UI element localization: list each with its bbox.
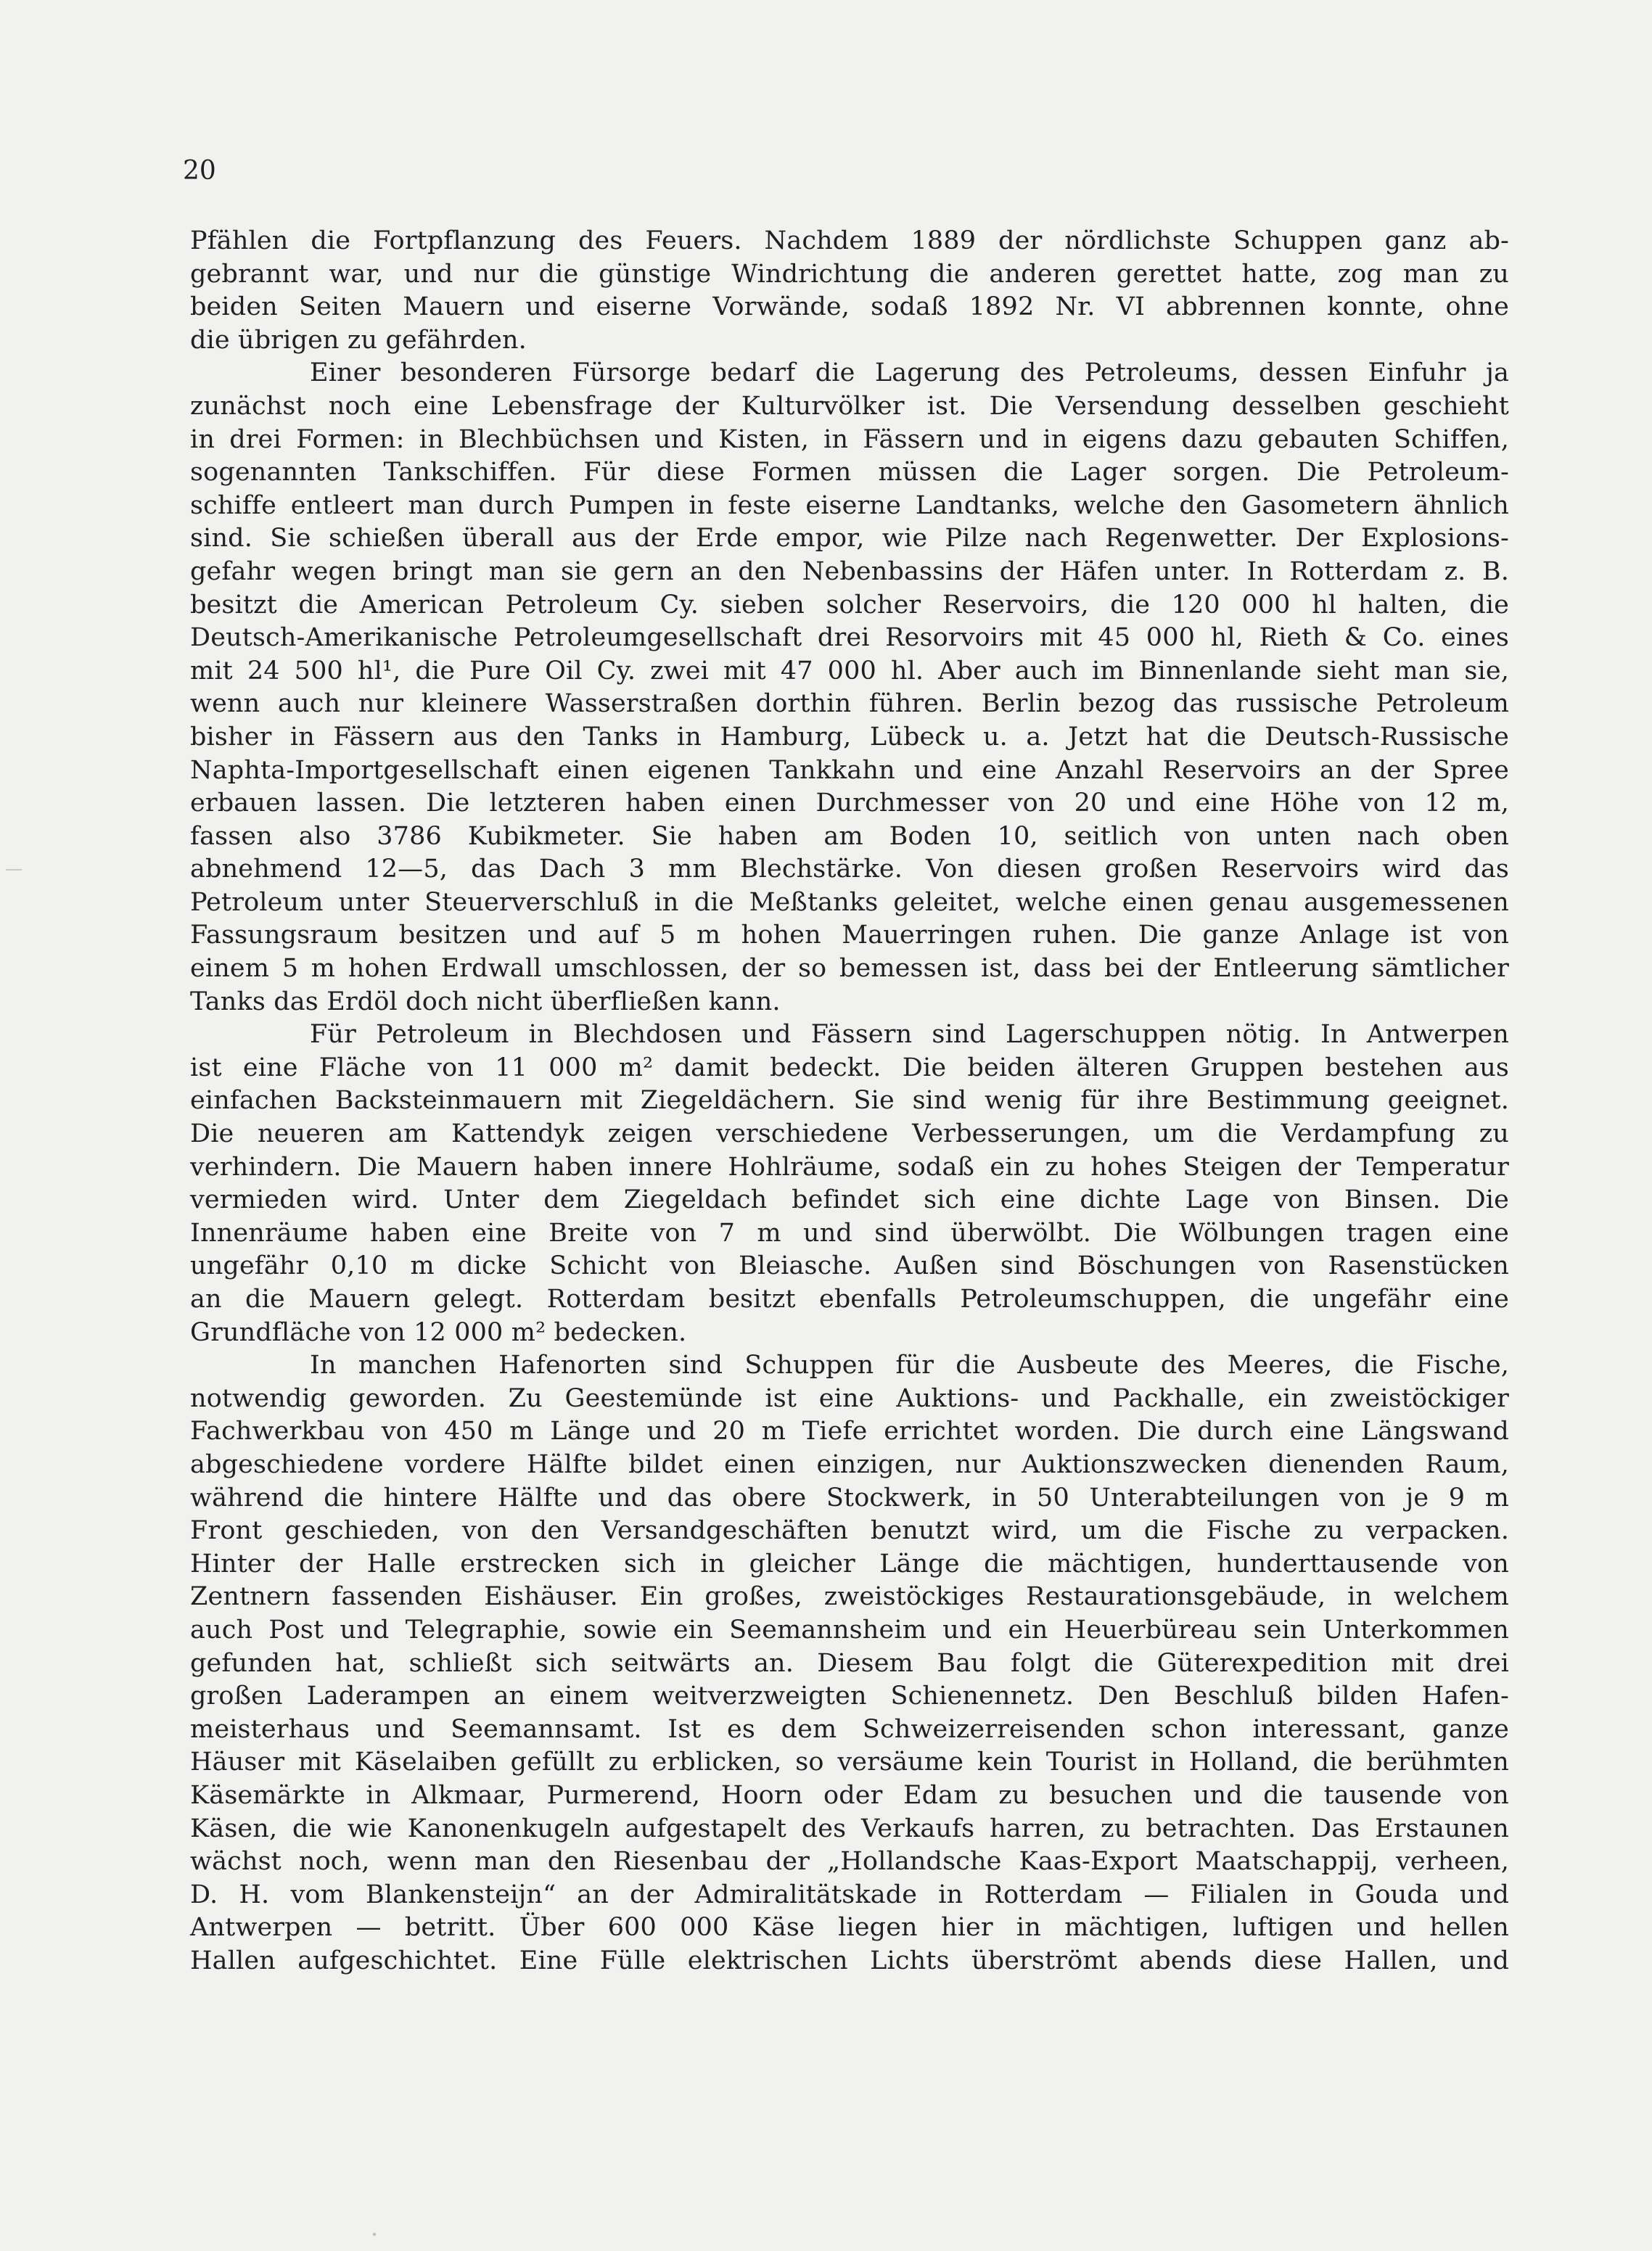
text-line: Naphta-Importgesellschaft einen eigenen Tankkahn und eine Anzahl Reservoirs an der Spree: [190, 755, 1509, 785]
text-line: einem 5 m hohen Erdwall umschlossen, der so bemessen ist, dass bei der Entleerung sämtlicher: [190, 954, 1509, 984]
text-line: beiden Seiten Mauern und eiserne Vorwände, sodaß 1892 Nr. VI abbrennen konnte, ohne: [190, 292, 1509, 322]
text-line: großen Laderampen an einem weitverzweigten Schienennetz. Den Beschluß bilden Hafen-: [190, 1682, 1509, 1711]
text-line: auch Post und Telegraphie, sowie ein Seemannsheim und ein Heuerbüreau sein Unterkommen: [190, 1615, 1509, 1645]
text-line: Fachwerkbau von 450 m Länge und 20 m Tiefe errichtet worden. Die durch eine Längswand: [190, 1417, 1509, 1447]
text-line: Front geschieden, von den Versandgeschäften benutzt wird, um die Fische zu verpacken.: [190, 1516, 1509, 1546]
text-line: notwendig geworden. Zu Geestemünde ist eine Auktions- und Packhalle, ein zweistöckiger: [190, 1383, 1509, 1413]
text-line: an die Mauern gelegt. Rotterdam besitzt ebenfalls Petroleumschuppen, die ungefähr eine: [190, 1285, 1509, 1314]
text-line: ungefähr 0,10 m dicke Schicht von Bleiasche. Außen sind Böschungen von Rasenstücken: [190, 1251, 1509, 1281]
paragraph-petroleum-storage: [190, 357, 1509, 1018]
text-line: ist eine Fläche von 11 000 m² damit bedeckt. Die beiden älteren Gruppen bestehen aus: [190, 1053, 1509, 1082]
body-text: [190, 225, 1509, 1978]
text-line: abgeschiedene vordere Hälfte bildet einen einzigen, nur Auktionszwecken dienenden Raum,: [190, 1449, 1509, 1479]
text-line: Grundfläche von 12 000 m² bedecken.: [190, 1317, 687, 1347]
text-line: Zentnern fassenden Eishäuser. Ein großes, zweistöckiges Restaurationsgebäude, in welchem: [190, 1582, 1509, 1612]
text-line: Hallen aufgeschichtet. Eine Fülle elektrischen Lichts überströmt abends diese Hallen, und: [190, 1946, 1509, 1975]
text-line: Käsemärkte in Alkmaar, Purmerend, Hoorn oder Edam zu besuchen und die tausende von: [190, 1780, 1509, 1810]
text-line: in drei Formen: in Blechbüchsen und Kisten, in Fässern und in eigens dazu gebauten Schiffen,: [190, 424, 1509, 454]
text-line: wenn auch nur kleinere Wasserstraßen dorthin führen. Berlin bezog das russische Petroleum: [190, 689, 1509, 719]
text-line: Antwerpen — betritt. Über 600 000 Käse liegen hier in mächtigen, luftigen und hellen: [190, 1913, 1509, 1943]
text-line: zunächst noch eine Lebensfrage der Kulturvölker ist. Die Versendung desselben geschieht: [190, 391, 1509, 421]
text-line: Innenräume haben eine Breite von 7 m und sind überwölbt. Die Wölbungen tragen eine: [190, 1218, 1509, 1248]
text-line: Fassungsraum besitzen und auf 5 m hohen Mauerringen ruhen. Die ganze Anlage ist von: [190, 921, 1509, 950]
text-line: gefunden hat, schließt sich seitwärts an. Diesem Bau folgt die Güterexpedition mit drei: [190, 1648, 1509, 1678]
text-line: In manchen Hafenorten sind Schuppen für die Ausbeute des Meeres, die Fische,: [310, 1351, 1509, 1380]
text-line: einfachen Backsteinmauern mit Ziegeldächern. Sie sind wenig für ihre Bestimmung geeignet.: [190, 1086, 1509, 1116]
text-line: sind. Sie schießen überall aus der Erde empor, wie Pilze nach Regenwetter. Der Explosions-: [190, 524, 1509, 554]
text-line: D. H. vom Blankensteijn“ an der Admiralitätskade in Rotterdam — Filialen in Gouda und: [190, 1880, 1509, 1909]
text-line: erbauen lassen. Die letzteren haben einen Durchmesser von 20 und eine Höhe von 12 m,: [190, 789, 1509, 818]
text-line: fassen also 3786 Kubikmeter. Sie haben am Boden 10, seitlich von unten nach oben: [190, 821, 1509, 851]
text-line: Pfählen die Fortpflanzung des Feuers. Nachdem 1889 der nördlichste Schuppen ganz ab-: [190, 226, 1509, 255]
text-line: Hinter der Halle erstrecken sich in gleicher Länge die mächtigen, hunderttausende von: [190, 1549, 1509, 1579]
text-line: sogenannten Tankschiffen. Für diese Formen müssen die Lager sorgen. Die Petroleum-: [190, 458, 1509, 487]
text-line: gebrannt war, und nur die günstige Windrichtung die anderen gerettet hatte, zog man zu: [190, 259, 1509, 289]
text-line: Häuser mit Käselaiben gefüllt zu erblicken, so versäume kein Tourist in Holland, die berühmten: [190, 1748, 1509, 1777]
text-line: mit 24 500 hl¹, die Pure Oil Cy. zwei mit 47 000 hl. Aber auch im Binnenlande sieht man sie,: [190, 656, 1509, 686]
text-line: Für Petroleum in Blechdosen und Fässern sind Lagerschuppen nötig. In Antwerpen: [310, 1020, 1509, 1050]
text-line: Tanks das Erdöl doch nicht überfließen kann.: [190, 987, 781, 1016]
text-line: schiffe entleert man durch Pumpen in feste eiserne Landtanks, welche den Gasometern ähnlich: [190, 490, 1509, 520]
text-line: bisher in Fässern aus den Tanks in Hamburg, Lübeck u. a. Jetzt hat die Deutsch-Russische: [190, 722, 1509, 752]
text-line: die übrigen zu gefährden.: [190, 325, 527, 355]
text-line: Deutsch-Amerikanische Petroleumgesellschaft drei Resorvoirs mit 45 000 hl, Rieth & Co. eines: [190, 623, 1509, 653]
text-line: wächst noch, wenn man den Riesenbau der „Hollandsche Kaas-Export Maatschappij, verheen,: [190, 1847, 1509, 1877]
text-line: während die hintere Hälfte und das obere Stockwerk, in 50 Unterabteilungen von je 9 m: [190, 1483, 1509, 1513]
page-number: 20: [183, 156, 216, 186]
paragraph-fish-and-cheese: [190, 1349, 1509, 1978]
text-line: Petroleum unter Steuerverschluß in die Meßtanks geleitet, welche einen genau ausgemessenen: [190, 887, 1509, 917]
paragraph-fire-protection: [190, 225, 1509, 357]
text-line: Die neueren am Kattendyk zeigen verschiedene Verbesserungen, um die Verdampfung zu: [190, 1119, 1509, 1149]
text-line: gefahr wegen bringt man sie gern an den Nebenbassins der Häfen unter. In Rotterdam z. B.: [190, 556, 1509, 586]
text-line: vermieden wird. Unter dem Ziegeldach befindet sich eine dichte Lage von Binsen. Die: [190, 1185, 1509, 1215]
text-line: Käsen, die wie Kanonenkugeln aufgestapelt des Verkaufs harren, zu betrachten. Das Erstaunen: [190, 1814, 1509, 1843]
text-line: abnehmend 12—5, das Dach 3 mm Blechstärke. Von diesen großen Reservoirs wird das: [190, 855, 1509, 884]
paragraph-storage-sheds: [190, 1018, 1509, 1349]
margin-mark: [6, 869, 22, 871]
text-line: Einer besonderen Fürsorge bedarf die Lagerung des Petroleums, dessen Einfuhr ja: [310, 358, 1509, 388]
text-line: besitzt die American Petroleum Cy. sieben solcher Reservoirs, die 120 000 hl halten, die: [190, 590, 1509, 620]
text-line: verhindern. Die Mauern haben innere Hohlräume, sodaß ein zu hohes Steigen der Temperatur: [190, 1152, 1509, 1182]
scan-speck: [373, 2233, 376, 2236]
text-line: meisterhaus und Seemannsamt. Ist es dem Schweizerreisenden schon interessant, ganze: [190, 1714, 1509, 1744]
